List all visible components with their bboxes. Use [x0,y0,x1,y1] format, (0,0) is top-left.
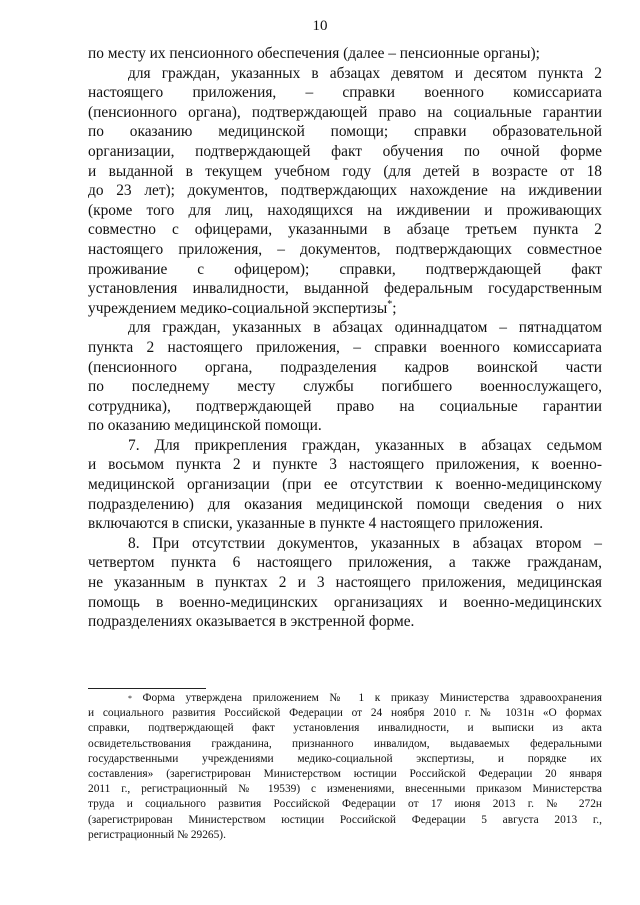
footnote-line: (зарегистрирован Министерством юстиции Российской Федерации 5 августа 2013 г., [88,813,602,826]
text-line: подразделению) для оказания медицинской помощи сведения о них [88,495,602,513]
text-line: не указанным в пунктах 2 и 3 настоящего приложения, медицинская [88,574,602,592]
text-line: (пенсионного органа, подразделения кадров воинской части [88,358,602,376]
text-line: настоящего приложения, – справки военного комиссариата [88,84,602,102]
text-line: подразделениях оказывается в экстренной форме. [88,613,415,631]
text-line-content: учреждением медико-социальной экспертизы [88,299,388,317]
text-line: медицинской организации (при ее отсутствии к военно-медицинскому [88,476,602,494]
text-line: для граждан, указанных в абзацах одиннадцатом – пятнадцатом [128,319,602,337]
text-line: и восьмом пункта 2 и пункте 3 настоящего приложения, к военно- [88,456,602,474]
text-line: пункта 2 настоящего приложения, – справки военного комиссариата [88,338,602,356]
footnote-line: и социального развития Российской Федерации от 24 ноября 2010 г. № 1031н «О формах [88,707,602,720]
footnote-line: 2011 г., регистрационный № 19539) с изменениями, внесенными приказом Министерства [88,783,602,796]
text-line: 8. При отсутствии документов, указанных в абзацах втором – [128,534,602,552]
text-line: 7. Для прикрепления граждан, указанных в абзацах седьмом [128,436,602,454]
text-line: установления инвалидности, выданной федеральным государственным [88,280,602,298]
paragraph [88,534,602,632]
text-line: четвертом пункта 6 настоящего приложения, а также гражданам, [88,554,602,572]
text-line [88,299,602,319]
text-line: сотрудника), подтверждающей право на социальные гарантии [88,397,602,415]
footnote-line: справки, подтверждающей факт установления инвалидности, и выписки из акта [88,722,602,735]
footnote-line: регистрационный № 29265). [88,828,226,841]
text-line: (пенсионного органа), подтверждающей право на социальные гарантии [88,103,602,121]
text-line: по месту их пенсионного обеспечения (далее – пенсионные органы); [88,45,540,62]
body-text [88,44,602,632]
paragraph [88,44,602,64]
text-line: (кроме того для лиц, находящихся на иждивении и проживающих [88,201,602,219]
text-line: для граждан, указанных в абзацах девятом и десятом пункта 2 [128,64,602,82]
footnote-line [88,691,602,706]
text-line: совместно с офицерами, указанными в абзаце третьем пункта 2 [88,221,602,239]
footnote-line: государственными учреждениями медико-социальной экспертизы, и порядке их [88,752,602,765]
footnote-line: составления» (зарегистрирован Министерством юстиции Российской Федерации 20 января [88,768,602,781]
text-line: проживание с офицером); справки, подтверждающей факт [88,260,602,278]
text-line-tail: ; [392,299,397,317]
footnote-line: труда и социального развития Российской Федерации от 17 июня 2013 г. № 272н [88,798,602,811]
text-line: до 23 лет); документов, подтверждающих нахождение на иждивении [88,182,602,200]
footnote-separator [88,688,206,689]
paragraph [88,64,602,319]
paragraph [88,318,602,436]
text-line: включаются в списки, указанные в пункте 4 настоящего приложения. [88,515,544,533]
text-line: помощь в военно-медицинских организациях и военно-медицинских [88,593,602,611]
text-line: организации, подтверждающей факт обучения по очной форме [88,142,602,160]
text-line: и выданной в текущем учебном году (для детей в возрасте от 18 [88,162,602,180]
page-number: 10 [312,18,328,34]
text-line: по оказанию медицинской помощи; справки образовательной [88,123,602,141]
paragraph [88,436,602,534]
footnote-line-content: Форма утверждена приложением № 1 к приказу Министерства здравоохранения [142,692,602,704]
text-line: по оказанию медицинской помощи. [88,417,322,435]
footnote [88,691,602,843]
footnote-reference: * [387,298,393,310]
text-line: по последнему месту службы погибшего военнослужащего, [88,378,602,396]
footnote-line: освидетельствования гражданина, признанного инвалидом, выдаваемых федеральными [88,737,602,750]
text-line: настоящего приложения, – документов, подтверждающих совместное [88,240,602,258]
footnote-mark: * [128,694,132,703]
